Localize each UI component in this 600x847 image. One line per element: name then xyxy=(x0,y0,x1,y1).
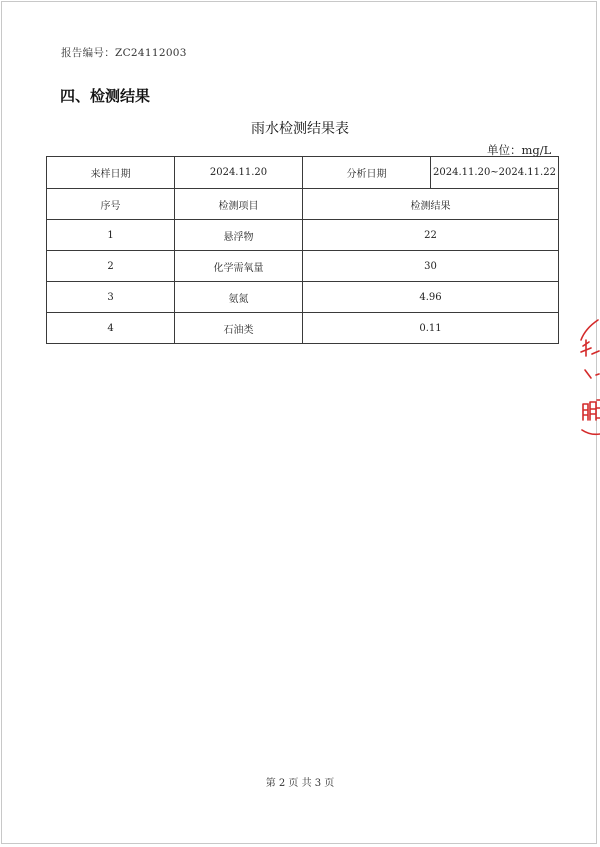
analysis-date-label: 分析日期 xyxy=(303,157,431,189)
row-item: 化学需氧量 xyxy=(175,251,303,282)
row-result: 22 xyxy=(303,220,559,251)
row-no: 4 xyxy=(47,313,175,344)
table-row xyxy=(47,282,559,313)
header-row xyxy=(47,189,559,220)
row-item: 石油类 xyxy=(175,313,303,344)
row-result: 4.96 xyxy=(303,282,559,313)
analysis-date-value: 2024.11.20~2024.11.22 xyxy=(431,157,559,189)
table-title: 雨水检测结果表 xyxy=(251,121,349,137)
row-item: 氨氮 xyxy=(175,282,303,313)
section-title: 四、检测结果 xyxy=(60,87,151,105)
sampling-date-label: 来样日期 xyxy=(47,157,175,189)
report-number-value: ZC24112003 xyxy=(115,47,187,59)
row-item: 悬浮物 xyxy=(175,220,303,251)
header-no: 序号 xyxy=(47,189,175,220)
table-row xyxy=(47,220,559,251)
row-no: 1 xyxy=(47,220,175,251)
seal-icon xyxy=(575,318,600,438)
report-number-label: 报告编号： xyxy=(61,47,115,59)
row-result: 30 xyxy=(303,251,559,282)
sampling-date-value: 2024.11.20 xyxy=(175,157,303,189)
row-no: 3 xyxy=(47,282,175,313)
table-row xyxy=(47,313,559,344)
table-row xyxy=(47,251,559,282)
report-number xyxy=(61,45,187,60)
company-seal-fragment xyxy=(575,318,600,438)
date-row xyxy=(47,157,559,189)
header-item: 检测项目 xyxy=(175,189,303,220)
row-no: 2 xyxy=(47,251,175,282)
unit-label: 单位：mg/L xyxy=(487,143,552,157)
row-result: 0.11 xyxy=(303,313,559,344)
results-table xyxy=(46,156,559,344)
page-footer: 第 2 页 共 3 页 xyxy=(265,778,335,789)
header-result: 检测结果 xyxy=(303,189,559,220)
